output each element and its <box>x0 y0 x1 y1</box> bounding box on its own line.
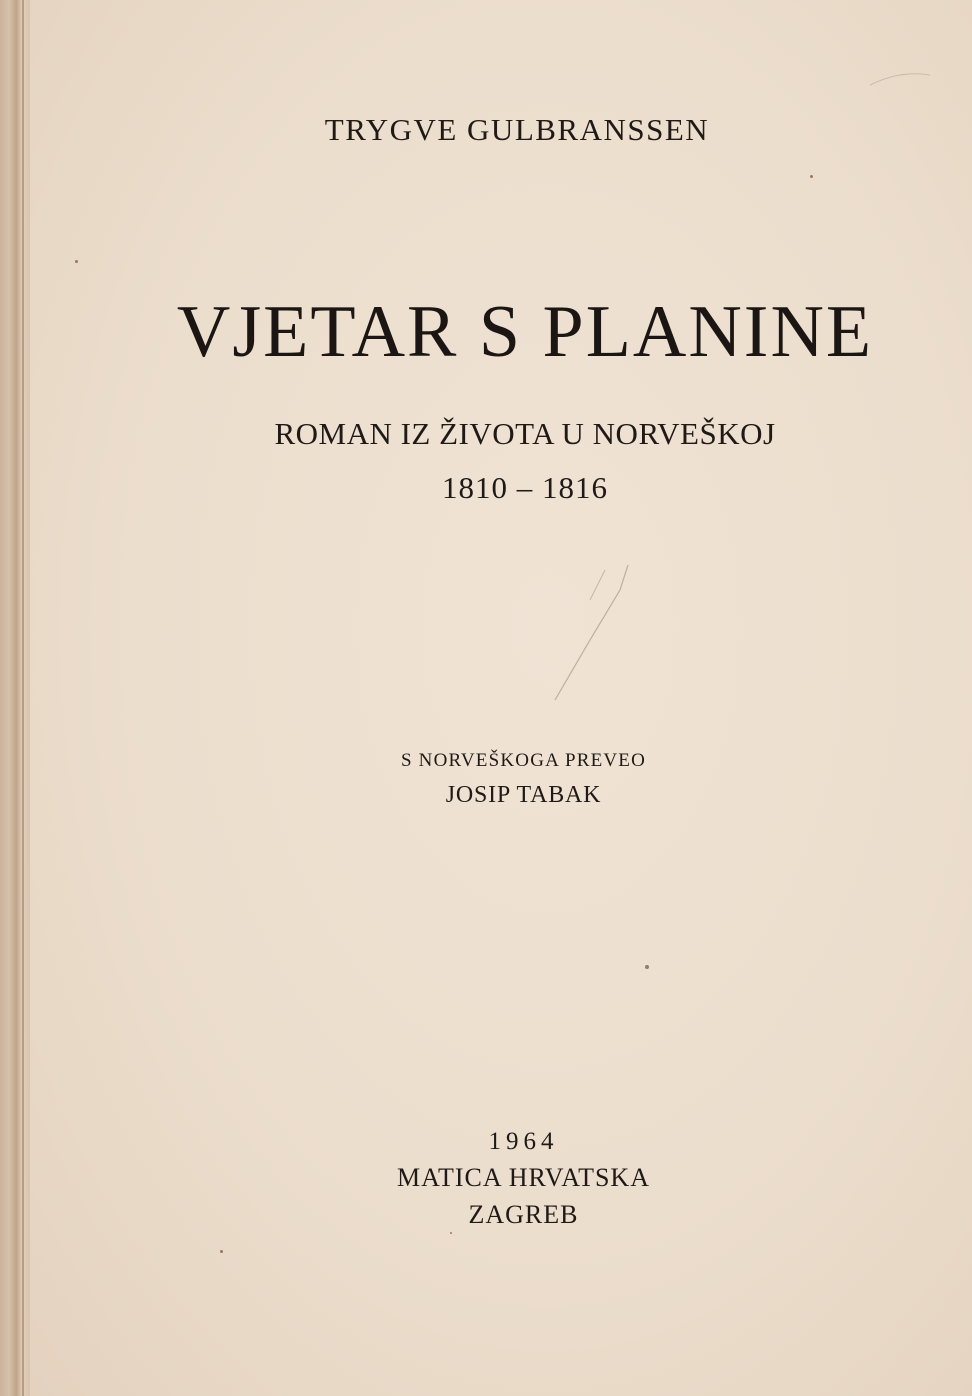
translator-note: S NORVEŠKOGA PREVEO <box>400 750 647 771</box>
paper-speck <box>220 1250 223 1253</box>
paper-speck <box>75 260 78 263</box>
title-page <box>30 0 972 1396</box>
spine-fold-line <box>22 0 24 1396</box>
publisher-name: MATICA HRVATSKA <box>397 1163 650 1192</box>
publication-year: 1964 <box>488 1128 559 1155</box>
book-spine-edge <box>0 0 30 1396</box>
paper-speck <box>645 965 649 969</box>
author-name: TRYGVE GULBRANSSEN <box>324 112 710 147</box>
paper-speck <box>810 175 813 178</box>
book-title: VJETAR S PLANINE <box>176 291 874 373</box>
book-subtitle: ROMAN IZ ŽIVOTA U NORVEŠKOJ <box>274 416 776 451</box>
years-range: 1810 – 1816 <box>442 470 608 505</box>
paper-speck <box>450 1232 452 1234</box>
translator-name: JOSIP TABAK <box>445 782 602 808</box>
publication-city: ZAGREB <box>468 1200 579 1229</box>
